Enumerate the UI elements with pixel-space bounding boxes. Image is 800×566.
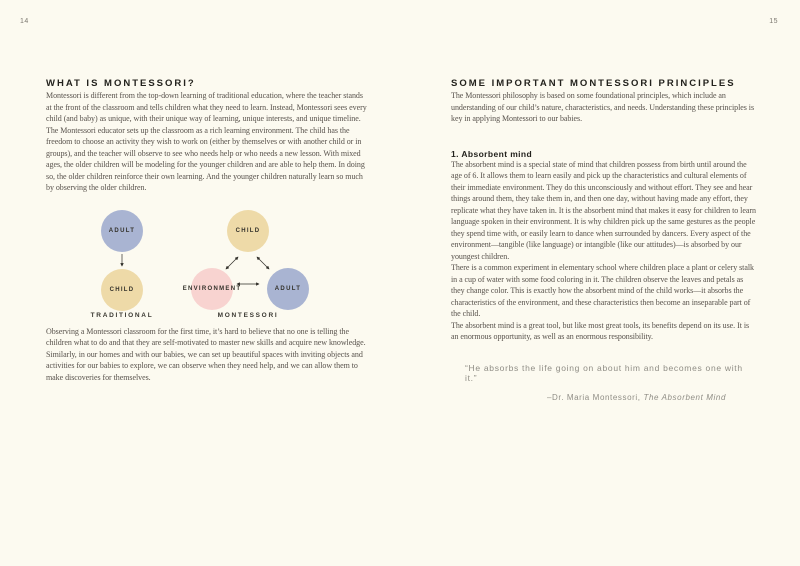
paragraph: The Montessori educator sets up the classroom as a rich learning environment. The child has the freedom to choose an activity they wish to work on (either by themselves or with another child or in groups), and the teacher will observe to see who needs help or who needs a new lesson. With mixed ages, the older children will be modeling for the younger children and are able to help them. In doing so, the older children reinforce their own learning. And the younger children naturally learn so much by observing the older children. bbox=[46, 125, 365, 192]
node-label: CHILD bbox=[235, 227, 261, 234]
paragraph: The absorbent mind is a special state of mind that children possess from birth until around the age of 6. It allows them to learn easily and pick up the characteristics and cultural elements of their immediate environment. They do this unconsciously and without effort. They see and hear things around them, they take them in, and then one day, without having made any effort, they replicate what they have taken in. It is the absorbent mind that makes it easy for children to learn language spoken in their environment. It is why children pick up the same gestures as the people they spend time with, or easily learn to dance when surrounded by dancers. Every aspect of the environment—tangible (like language) or intangible (like our attitudes)—is absorbed by our youngest children. bbox=[451, 159, 756, 261]
diagram-node-child-montessori bbox=[227, 210, 269, 252]
pull-quote: “He absorbs the life going on about him and becomes one with it.” bbox=[465, 362, 743, 383]
node-label: ADULT bbox=[108, 227, 136, 234]
montessori-comparison-diagram bbox=[46, 208, 368, 326]
paragraph: Montessori is different from the top-down learning of traditional education, where the teacher stands at the front of the classroom and tells children what they need to learn. Instead, Montessori sees every child (and baby) as unique, with their unique way of learning, unique interests, and unique timeline. bbox=[46, 91, 367, 123]
diagram-node-child-traditional bbox=[101, 269, 143, 311]
diagram-node-environment-montessori bbox=[182, 268, 242, 310]
right-page-title: SOME IMPORTANT MONTESSORI PRINCIPLES bbox=[451, 78, 736, 89]
diagram-caption-traditional: TRADITIONAL bbox=[90, 311, 154, 319]
node-label: CHILD bbox=[109, 286, 135, 293]
quote-source-title: The Absorbent Mind bbox=[643, 392, 726, 402]
quote-attribution bbox=[451, 393, 756, 402]
paragraph: The Montessori philosophy is based on some foundational principles, which include an understanding of our child’s nature, characteristics, and needs. Understanding these principles is key in applying Montessori to our babies. bbox=[451, 91, 755, 123]
page-number-right: 15 bbox=[769, 18, 778, 25]
node-label: ENVIRONMENT bbox=[182, 285, 242, 292]
paragraph: The absorbent mind is a great tool, but like most great tools, its benefits depend on its use. It is an enormous opportunity, as well as an enormous responsibility. bbox=[451, 320, 750, 341]
arrow-child-environment bbox=[226, 257, 238, 269]
subsection-heading-absorbent-mind: 1. Absorbent mind bbox=[451, 148, 533, 159]
paragraph: Observing a Montessori classroom for the first time, it’s hard to believe that no one is telling the children what to do and that they are self-motivated to master new skills and acquire new knowledge. bbox=[46, 326, 366, 347]
diagram-caption-montessori: MONTESSORI bbox=[217, 311, 279, 319]
quote-author: –Dr. Maria Montessori, bbox=[546, 392, 644, 402]
page-right bbox=[400, 0, 800, 566]
diagram-node-adult-traditional bbox=[101, 210, 143, 252]
node-label: ADULT bbox=[274, 285, 302, 292]
paragraph: There is a common experiment in elementary school where children place a plant or celery stalk in a cup of water with some food coloring in it. The children observe the leaves and petals as they change color. This is exactly how the absorbent mind of the child works—it absorbs the characteristics of the environment, and these characteristics then become an inseparable part of the child. bbox=[451, 263, 754, 318]
arrow-child-adult bbox=[257, 257, 269, 269]
paragraph: Similarly, in our homes and with our babies, we can set up beautiful spaces with inviting objects and activities for our babies to explore, we can observe when they need help, and we can allow them to make discoveries for themselves. bbox=[46, 349, 363, 382]
diagram-node-adult-montessori bbox=[267, 268, 309, 310]
page-number-left: 14 bbox=[20, 18, 29, 25]
left-page-title: WHAT IS MONTESSORI? bbox=[46, 78, 196, 89]
